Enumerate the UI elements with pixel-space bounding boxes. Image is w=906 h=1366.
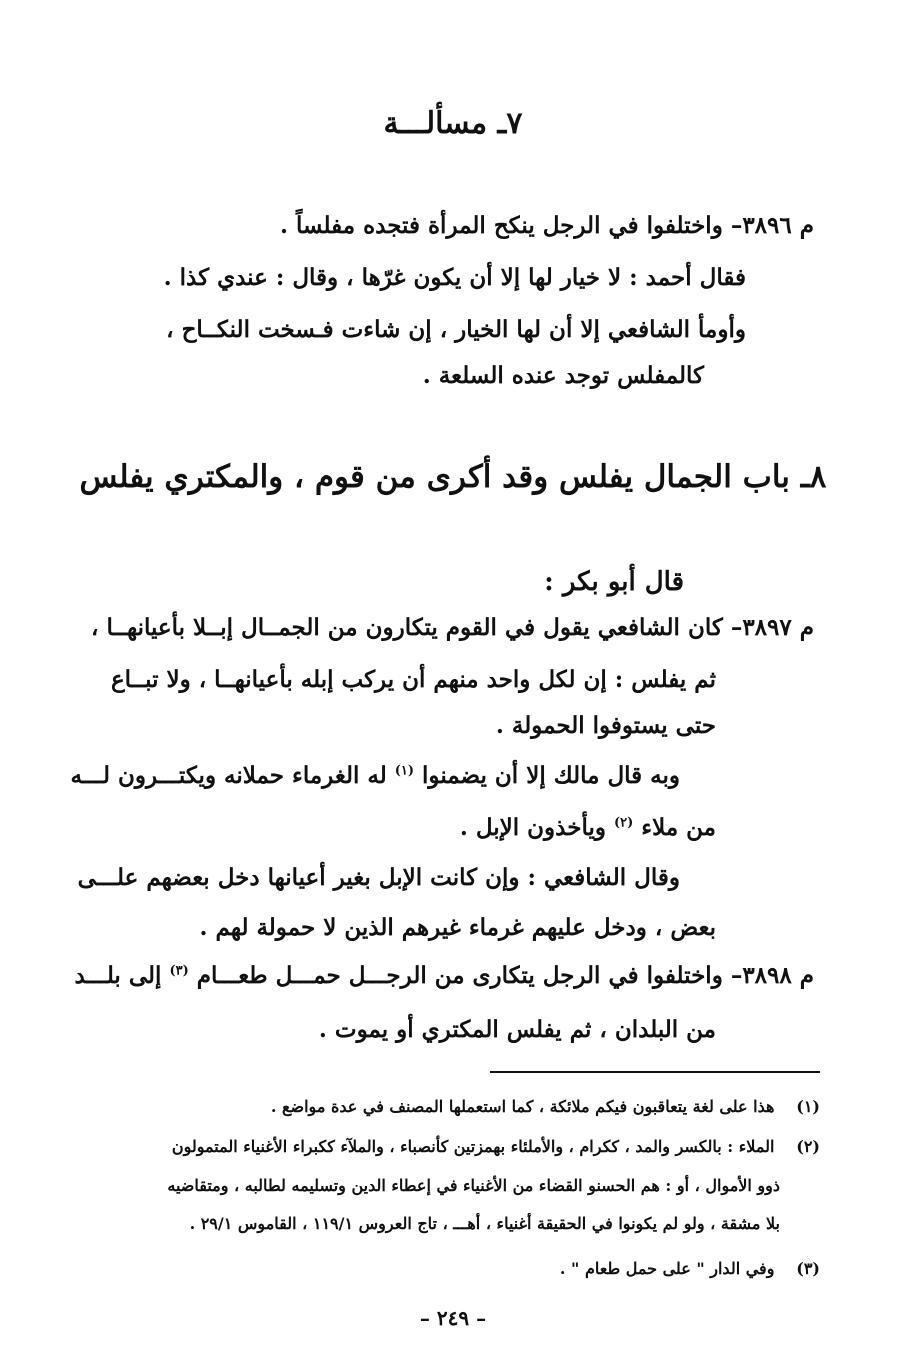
footnote-ref-2: (٢): [613, 815, 634, 831]
footnote-1: [271, 1096, 820, 1118]
paragraph-3898-line-1-part-b: إلى بلـــد: [74, 962, 162, 989]
paragraph-3896-line-2: فقال أحمد : لا خيار لها إلا أن يكون غرّها ، وقال : عندي كذا .: [163, 264, 746, 291]
paragraph-3897-line-6: وقال الشافعي : وإن كانت الإبل بغير أعيانها دخل بعضهم علـــى: [77, 864, 680, 891]
paragraph-3897-line-4: [70, 760, 680, 792]
footnote-ref-3: (٣): [169, 963, 189, 979]
footnote-2-continuation-2-text: بلا مشقة ، ولو لم يكونوا في الحقيقة أغنياء ، أهـــ ، تاج العروس ١١٩/١ ، القاموس ٢٩/١ .: [189, 1214, 780, 1233]
footnote-3-text: وفي الدار " على حمل طعام " .: [559, 1259, 775, 1278]
paragraph-3896-line-4: كالمفلس توجد عنده السلعة .: [422, 362, 704, 389]
paragraph-3897-line-2: ثم يفلس : إن لكل واحد منهم أن يركب إبله بأعيانهــا ، ولا تبــاع: [110, 666, 716, 693]
footnote-separator: [490, 1071, 820, 1073]
paragraph-3896-line-1: م ٣٨٩٦– واختلفوا في الرجل ينكح المرأة فتجده مفلساً .: [279, 212, 814, 239]
paragraph-3897-line-1: م ٣٨٩٧– كان الشافعي يقول في القوم يتكارون من الجمــال إبــلا بأعيانهــا ،: [91, 614, 814, 641]
footnote-1-text: هذا على لغة يتعاقبون فيكم ملائكة ، كما استعملها المصنف في عدة مواضع .: [270, 1097, 775, 1116]
paragraph-3897-line-4-part-b: له الغرماء حملانه ويكتـــرون لـــه: [70, 762, 387, 789]
paragraph-3898-line-2: من البلدان ، ثم يفلس المكتري أو يموت .: [318, 1016, 716, 1043]
paragraph-3898-line-1: [75, 960, 814, 992]
footnote-ref-1: (١): [394, 763, 415, 779]
page-number: – ٢٤٩ –: [419, 1306, 487, 1330]
paragraph-3898-line-1-part-a: م ٣٨٩٨– واختلفوا في الرجل يتكارى من الرجـــل حمـــل طعـــام: [196, 962, 814, 989]
footnote-2-continuation-1-text: ذوو الأموال ، أو : هم الحسنو القضاء من الأغنياء في إعطاء الدين وتسليمه لطالبه ، ومتقاضيه: [167, 1176, 780, 1195]
footnote-2-text: الملاء : بالكسر والمد ، ككرام ، والأملئاء بهمزتين كأنصباء ، والملآء ككبراء الأغنياء المتمولون: [171, 1137, 775, 1156]
abu-bakr-heading: قال أبو بكر :: [544, 567, 684, 597]
paragraph-3897-line-5-part-b: ويأخذون الإبل .: [459, 814, 606, 841]
section-title: ٧ـ مسألـــة: [383, 106, 523, 141]
paragraph-3897-line-4-part-a: وبه قال مالك إلا أن يضمنوا: [422, 762, 680, 789]
footnote-2-continuation-1: [167, 1175, 780, 1197]
paragraph-3897-line-7: بعض ، ودخل عليهم غرماء غيرهم الذين لا حمولة لهم .: [199, 914, 716, 941]
paragraph-3897-line-3: حتى يستوفوا الحمولة .: [495, 712, 716, 739]
footnote-2-continuation-2: [190, 1213, 780, 1235]
footnote-3-number: (٣): [796, 1259, 820, 1278]
footnote-3: [560, 1258, 820, 1280]
footnote-2-number: (٢): [796, 1137, 820, 1156]
paragraph-3896-line-3: وأومأ الشافعي إلا أن لها الخيار ، إن شاءت فـسخت النكــاح ،: [166, 316, 746, 343]
chapter-title: ٨ـ باب الجمال يفلس وقد أكرى من قوم ، والمكتري يفلس: [79, 459, 827, 495]
footnote-2: [172, 1136, 820, 1158]
footnote-1-number: (١): [796, 1097, 820, 1116]
paragraph-3897-line-5-part-a: من ملاء: [641, 814, 716, 841]
paragraph-3897-line-5: [460, 812, 716, 844]
